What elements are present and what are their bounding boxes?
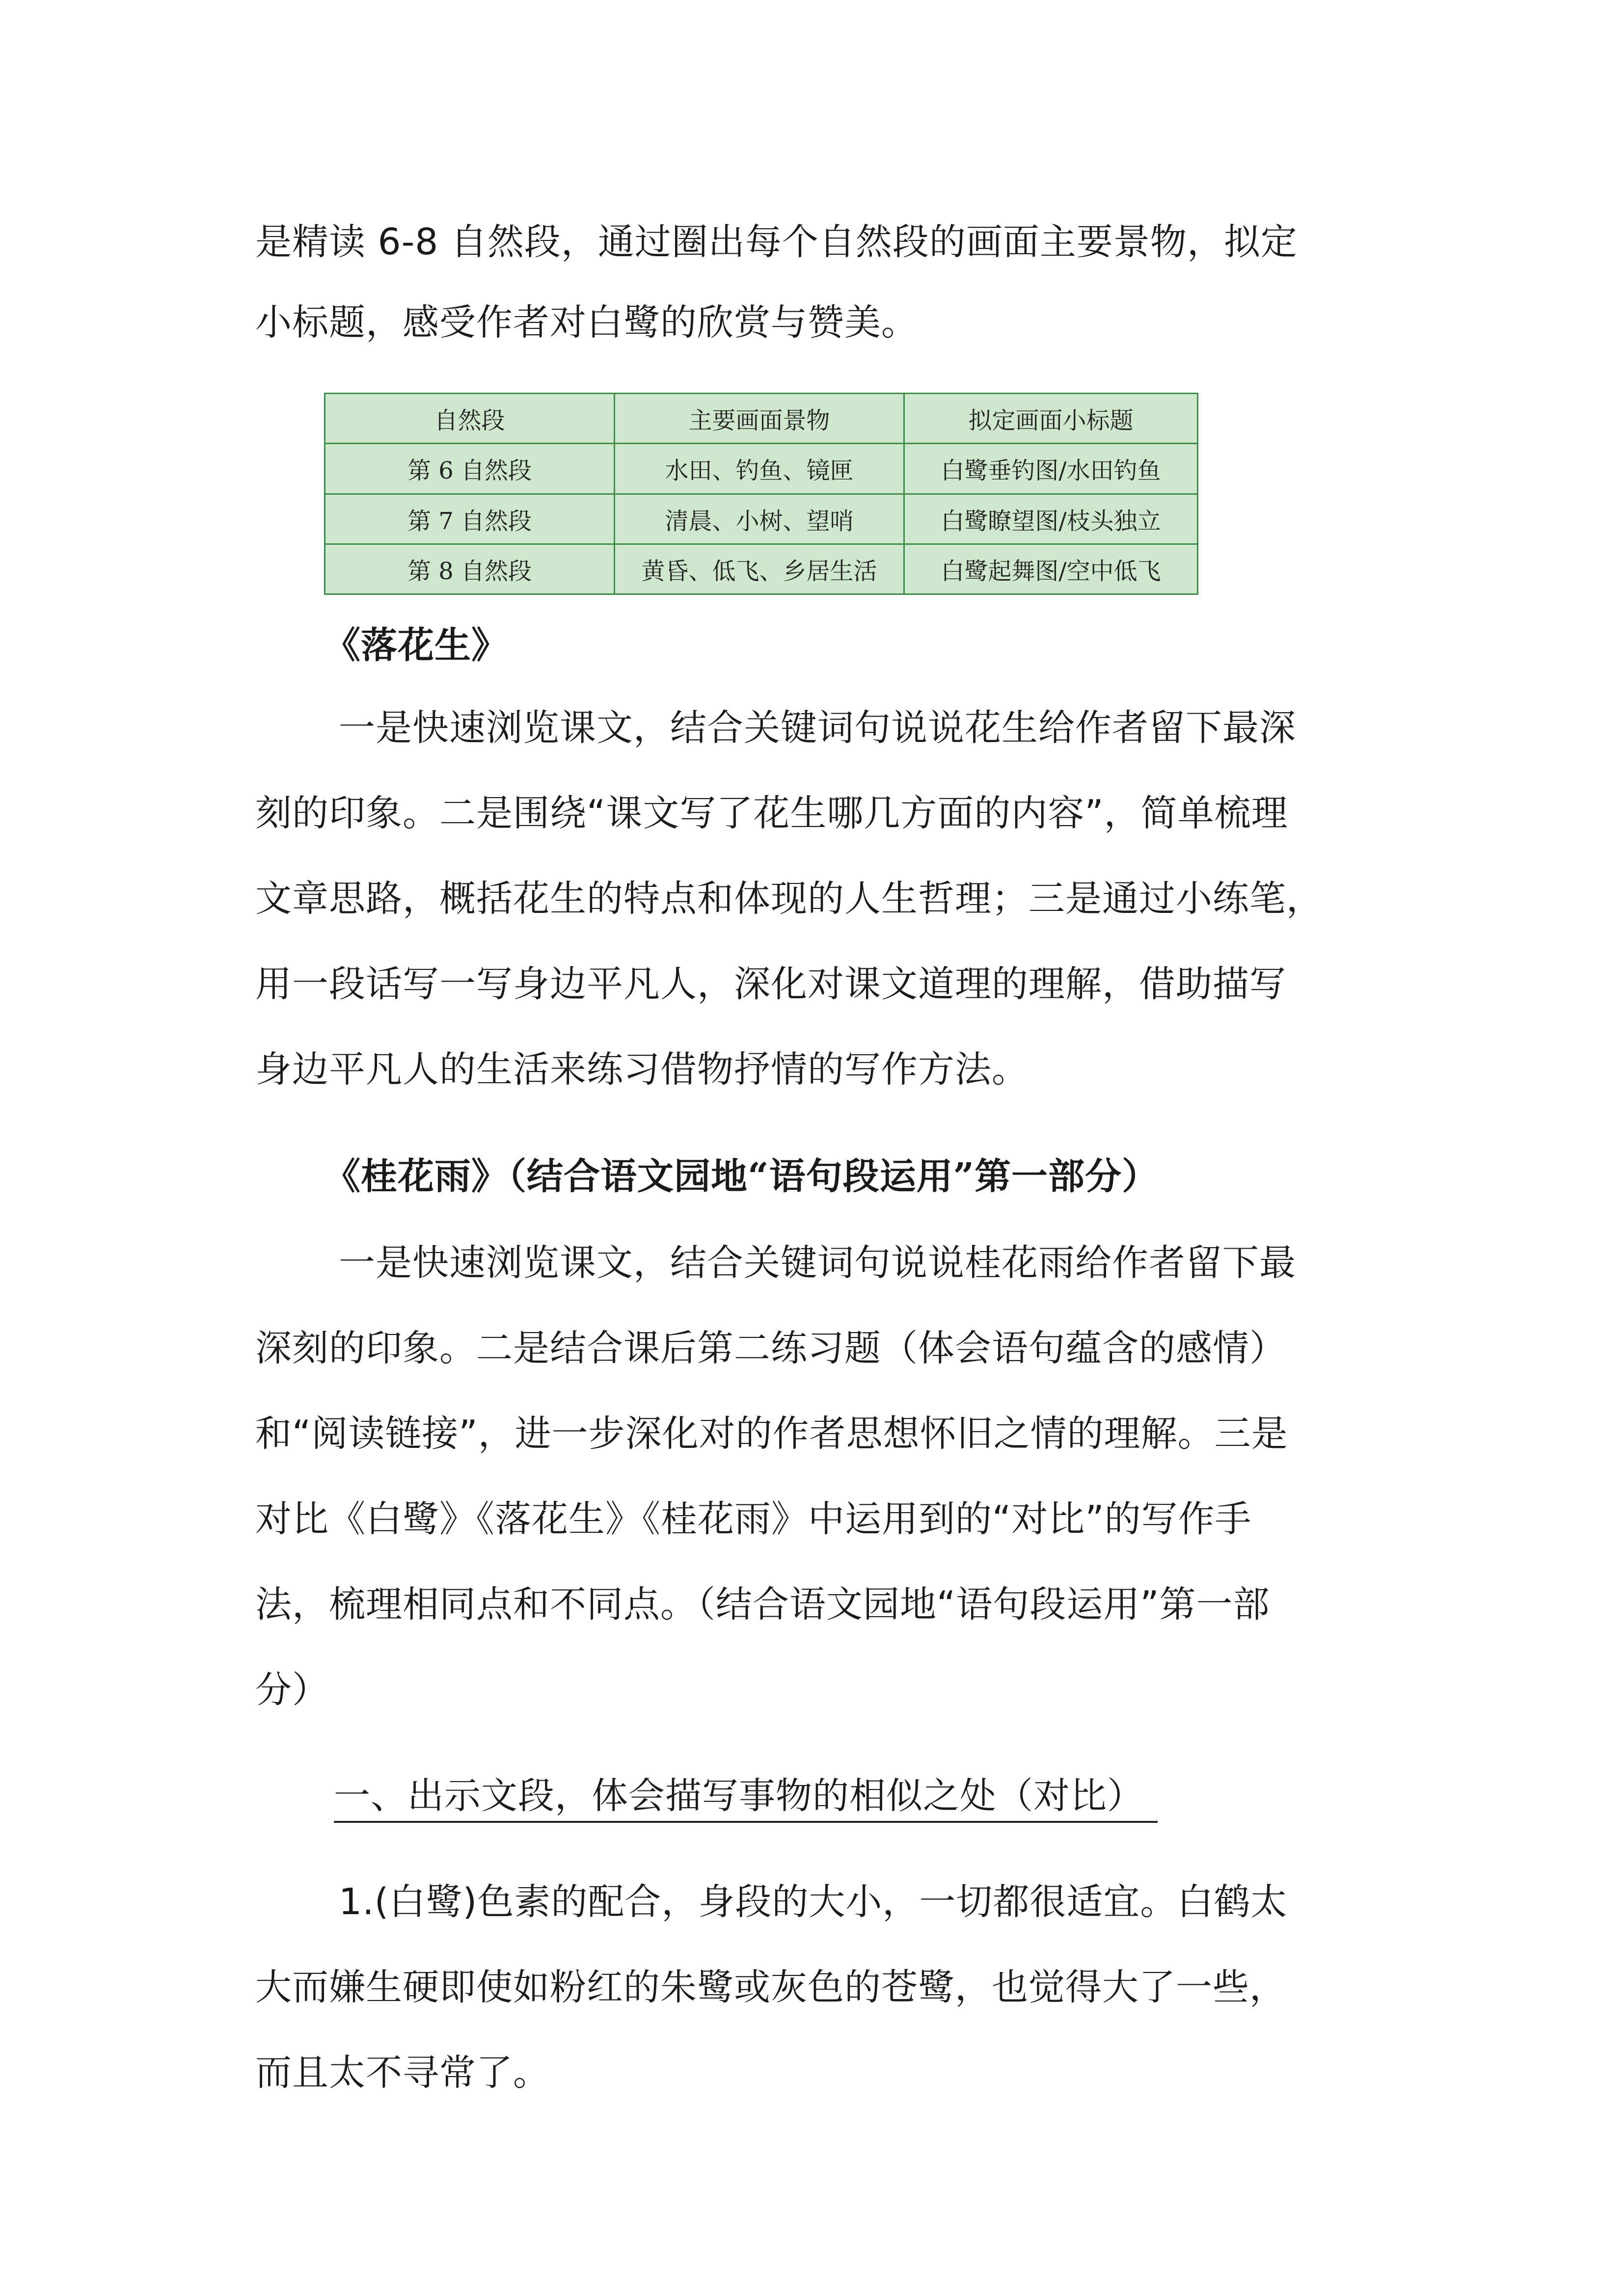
paragraph-line: 而且太不寻常了。: [255, 2052, 550, 2094]
table-cell: 第 8 自然段: [325, 544, 615, 594]
paragraph-line: 大而嫌生硬即使如粉红的朱鹭或灰色的苍鹭，也觉得大了一些，: [255, 1966, 1286, 2008]
table-cell: 水田、钓鱼、镜匣: [615, 444, 904, 494]
paragraph-line: 用一段话写一写身边平凡人，深化对课文道理的理解，借助描写: [255, 963, 1286, 1005]
paragraph-line: 分）: [255, 1669, 329, 1711]
table-header-cell: 主要画面景物: [615, 394, 904, 444]
paragraph-line: 法，梳理相同点和不同点。（结合语文园地“语句段运用”第一部: [255, 1583, 1270, 1626]
paragraph-line: 小标题，感受作者对白鹭的欣赏与赞美。: [255, 301, 918, 344]
table-cell: 清晨、小树、望哨: [615, 494, 904, 544]
paragraph-line: 深刻的印象。二是结合课后第二练习题（体会语句蕴含的感情）: [255, 1327, 1286, 1369]
table-cell: 白鹭起舞图/空中低飞: [904, 544, 1198, 594]
table-cell: 第 7 自然段: [325, 494, 615, 544]
paragraph-line: 身边平凡人的生活来练习借物抒情的写作方法。: [255, 1048, 1029, 1091]
paragraph-line: 一是快速浏览课文，结合关键词句说说花生给作者留下最深: [339, 707, 1296, 749]
section-title-luohuasheng: 《落花生》: [324, 624, 508, 667]
table-row: [325, 544, 1198, 594]
scene-table-container: [324, 393, 1197, 595]
table-cell: 白鹭瞭望图/枝头独立: [904, 494, 1198, 544]
table-header-cell: 自然段: [325, 394, 615, 444]
paragraph-line: 刻的印象。二是围绕“课文写了花生哪几方面的内容”，简单梳理: [255, 792, 1288, 834]
paragraph-line: 文章思路，概括花生的特点和体现的人生哲理；三是通过小练笔，: [255, 878, 1323, 920]
table-header-cell: 拟定画面小标题: [904, 394, 1198, 444]
table-row: [325, 494, 1198, 544]
section-subheading: 一、出示文段，体会描写事物的相似之处（对比）: [334, 1774, 1158, 1823]
paragraph-line: 1.(白鹭)色素的配合，身段的大小，一切都很适宜。白鹤太: [339, 1881, 1288, 1923]
paragraph-line: 和“阅读链接”，进一步深化对的作者思想怀旧之情的理解。三是: [255, 1413, 1288, 1455]
table-cell: 黄昏、低飞、乡居生活: [615, 544, 904, 594]
table-cell: 白鹭垂钓图/水田钓鱼: [904, 444, 1198, 494]
paragraph-line: 对比《白鹭》《落花生》《桂花雨》中运用到的“对比”的写作手: [255, 1498, 1252, 1540]
paragraph-line: 是精读 6-8 自然段，通过圈出每个自然段的画面主要景物，拟定: [255, 221, 1298, 263]
paragraph-line: 一是快速浏览课文，结合关键词句说说桂花雨给作者留下最: [339, 1242, 1296, 1284]
table-row: [325, 444, 1198, 494]
table-header-row: [325, 394, 1198, 444]
section-title-guihuayu: 《桂花雨》（结合语文园地“语句段运用”第一部分）: [324, 1155, 1159, 1198]
scene-table: [324, 393, 1198, 595]
table-cell: 第 6 自然段: [325, 444, 615, 494]
